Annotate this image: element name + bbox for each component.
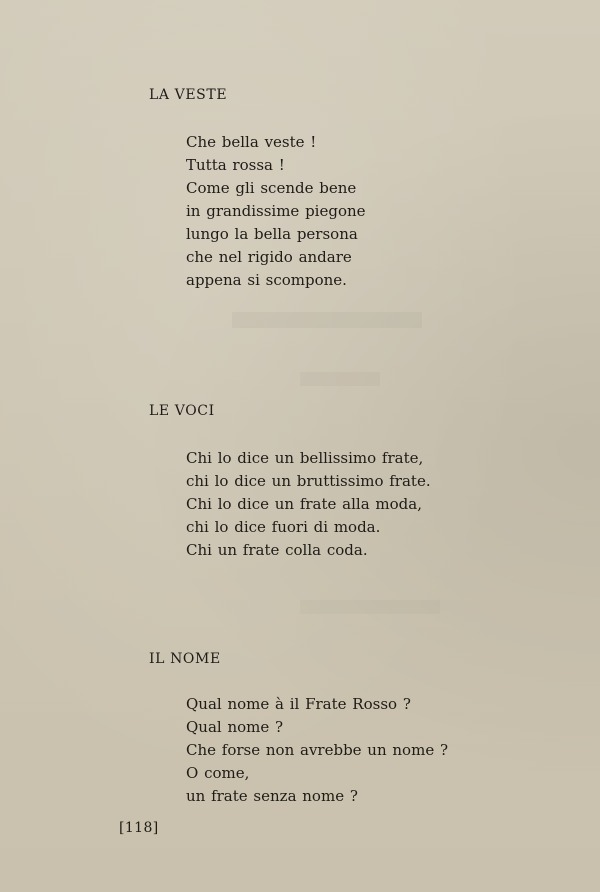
page-number: [118]: [119, 820, 159, 836]
poem-line: Che forse non avrebbe un nome ?: [186, 741, 449, 759]
poem-line: che nel rigido andare: [186, 248, 352, 266]
poem-line: Chi un frate colla coda.: [186, 541, 368, 559]
poem-line: Qual nome ?: [186, 718, 284, 736]
poem-line: un frate senza nome ?: [186, 787, 358, 805]
poem-line: Tutta rossa !: [186, 156, 285, 174]
section-title-le-voci: LE VOCI: [149, 403, 215, 419]
poem-line: chi lo dice fuori di moda.: [186, 518, 381, 536]
poem-line: Che bella veste !: [186, 133, 317, 151]
poem-line: O come,: [186, 764, 250, 782]
poem-line: appena si scompone.: [186, 271, 347, 289]
poem-line: Chi lo dice un bellissimo frate,: [186, 449, 424, 467]
bleed-through-shadow: [300, 600, 440, 614]
poem-il-nome: [186, 693, 448, 808]
section-title-la-veste: LA VESTE: [149, 87, 228, 103]
section-title-il-nome: IL NOME: [149, 651, 221, 667]
poem-line: in grandissime piegone: [186, 202, 366, 220]
poem-line: Chi lo dice un frate alla moda,: [186, 495, 422, 513]
poem-la-veste: [186, 131, 366, 292]
poem-line: Come gli scende bene: [186, 179, 357, 197]
bleed-through-shadow: [300, 372, 380, 386]
bleed-through-shadow: [232, 312, 422, 328]
poem-le-voci: [186, 447, 431, 562]
poem-line: Qual nome à il Frate Rosso ?: [186, 695, 411, 713]
poem-line: lungo la bella persona: [186, 225, 358, 243]
poem-line: chi lo dice un bruttissimo frate.: [186, 472, 431, 490]
